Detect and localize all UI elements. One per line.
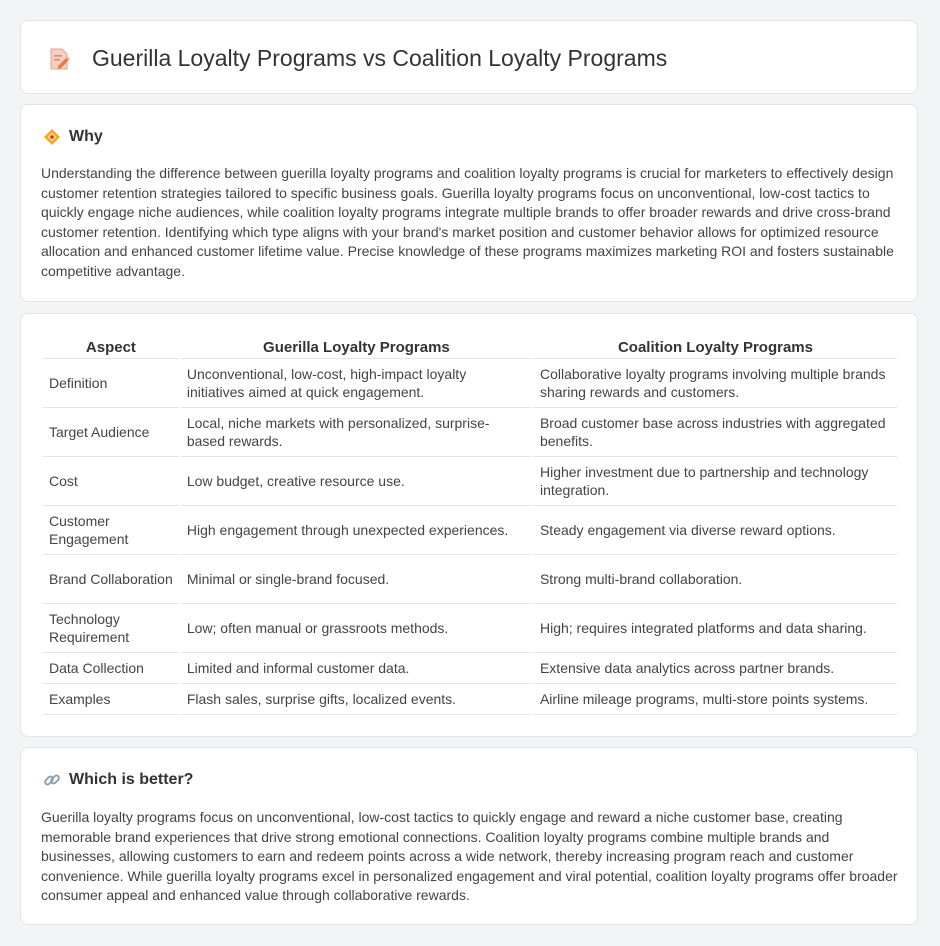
coalition-cell: Broad customer base across industries with aggregated benefits. <box>534 408 897 457</box>
coalition-cell: Higher investment due to partnership and technology integration. <box>534 457 897 506</box>
guerilla-cell: Low; often manual or grassroots methods. <box>181 604 532 653</box>
better-text: Guerilla loyalty programs focus on unconventional, low-cost tactics to quickly engage and reward a niche customer base, creating memorable brand experiences that drive strong emotional connections. Coalition loyalty programs combine multiple brands and businesses, allowing customers to earn and redeem points across a wide network, thereby increasing program reach and customer convenience. While guerilla loyalty programs excel in personalized engagement and viral potential, coalition loyalty programs offer broader consumer appeal and enhanced value through collaborative rewards. <box>41 809 898 903</box>
link-icon <box>43 771 61 789</box>
coalition-cell: Extensive data analytics across partner brands. <box>534 653 897 684</box>
guerilla-cell: High engagement through unexpected experiences. <box>181 506 532 555</box>
table-row <box>43 555 897 604</box>
coalition-cell: Strong multi-brand collaboration. <box>534 555 897 604</box>
diamond-bullet-icon <box>43 128 61 146</box>
header-card <box>20 20 918 94</box>
which-is-better-section <box>20 747 918 925</box>
aspect-cell: Examples <box>43 684 179 715</box>
why-section <box>20 104 918 302</box>
guerilla-cell: Low budget, creative resource use. <box>181 457 532 506</box>
comparison-table-card <box>20 313 918 737</box>
comparison-table <box>41 336 899 715</box>
column-header: Guerilla Loyalty Programs <box>181 336 532 359</box>
guerilla-cell: Flash sales, surprise gifts, localized events. <box>181 684 532 715</box>
column-header: Aspect <box>43 336 179 359</box>
document-pencil-icon <box>47 47 71 71</box>
table-row <box>43 359 897 408</box>
guerilla-cell: Unconventional, low-cost, high-impact loyalty initiatives aimed at quick engagement. <box>181 359 532 408</box>
table-row <box>43 653 897 684</box>
column-header: Coalition Loyalty Programs <box>534 336 897 359</box>
table-row <box>43 604 897 653</box>
table-header-row <box>43 336 897 359</box>
aspect-cell: Brand Collaboration <box>43 555 179 604</box>
aspect-cell: Cost <box>43 457 179 506</box>
aspect-cell: Technology Requirement <box>43 604 179 653</box>
aspect-cell: Definition <box>43 359 179 408</box>
coalition-cell: Collaborative loyalty programs involving multiple brands sharing rewards and customers. <box>534 359 897 408</box>
why-text: Understanding the difference between guerilla loyalty programs and coalition loyalty programs is crucial for marketers to effectively design customer retention strategies tailored to specific business goals. Guerilla loyalty programs focus on unconventional, low-cost tactics to quickly engage niche audiences, while coalition loyalty programs integrate multiple brands to offer broader rewards and drive cross-brand customer retention. Identifying which type aligns with your brand's market position and customer behavior allows for optimized resource allocation and enhanced customer lifetime value. Precise knowledge of these programs maximizes marketing ROI and fosters sustainable competitive advantage. <box>41 165 894 279</box>
coalition-cell: High; requires integrated platforms and data sharing. <box>534 604 897 653</box>
aspect-cell: Target Audience <box>43 408 179 457</box>
aspect-cell: Customer Engagement <box>43 506 179 555</box>
better-heading: Which is better? <box>69 771 194 788</box>
table-row <box>43 408 897 457</box>
page-title: Guerilla Loyalty Programs vs Coalition Loyalty Programs <box>92 45 668 71</box>
coalition-cell: Airline mileage programs, multi-store points systems. <box>534 684 897 715</box>
table-row <box>43 684 897 715</box>
guerilla-cell: Minimal or single-brand focused. <box>181 555 532 604</box>
coalition-cell: Steady engagement via diverse reward options. <box>534 506 897 555</box>
why-heading: Why <box>69 128 103 145</box>
guerilla-cell: Limited and informal customer data. <box>181 653 532 684</box>
guerilla-cell: Local, niche markets with personalized, surprise-based rewards. <box>181 408 532 457</box>
aspect-cell: Data Collection <box>43 653 179 684</box>
table-row <box>43 506 897 555</box>
table-row <box>43 457 897 506</box>
